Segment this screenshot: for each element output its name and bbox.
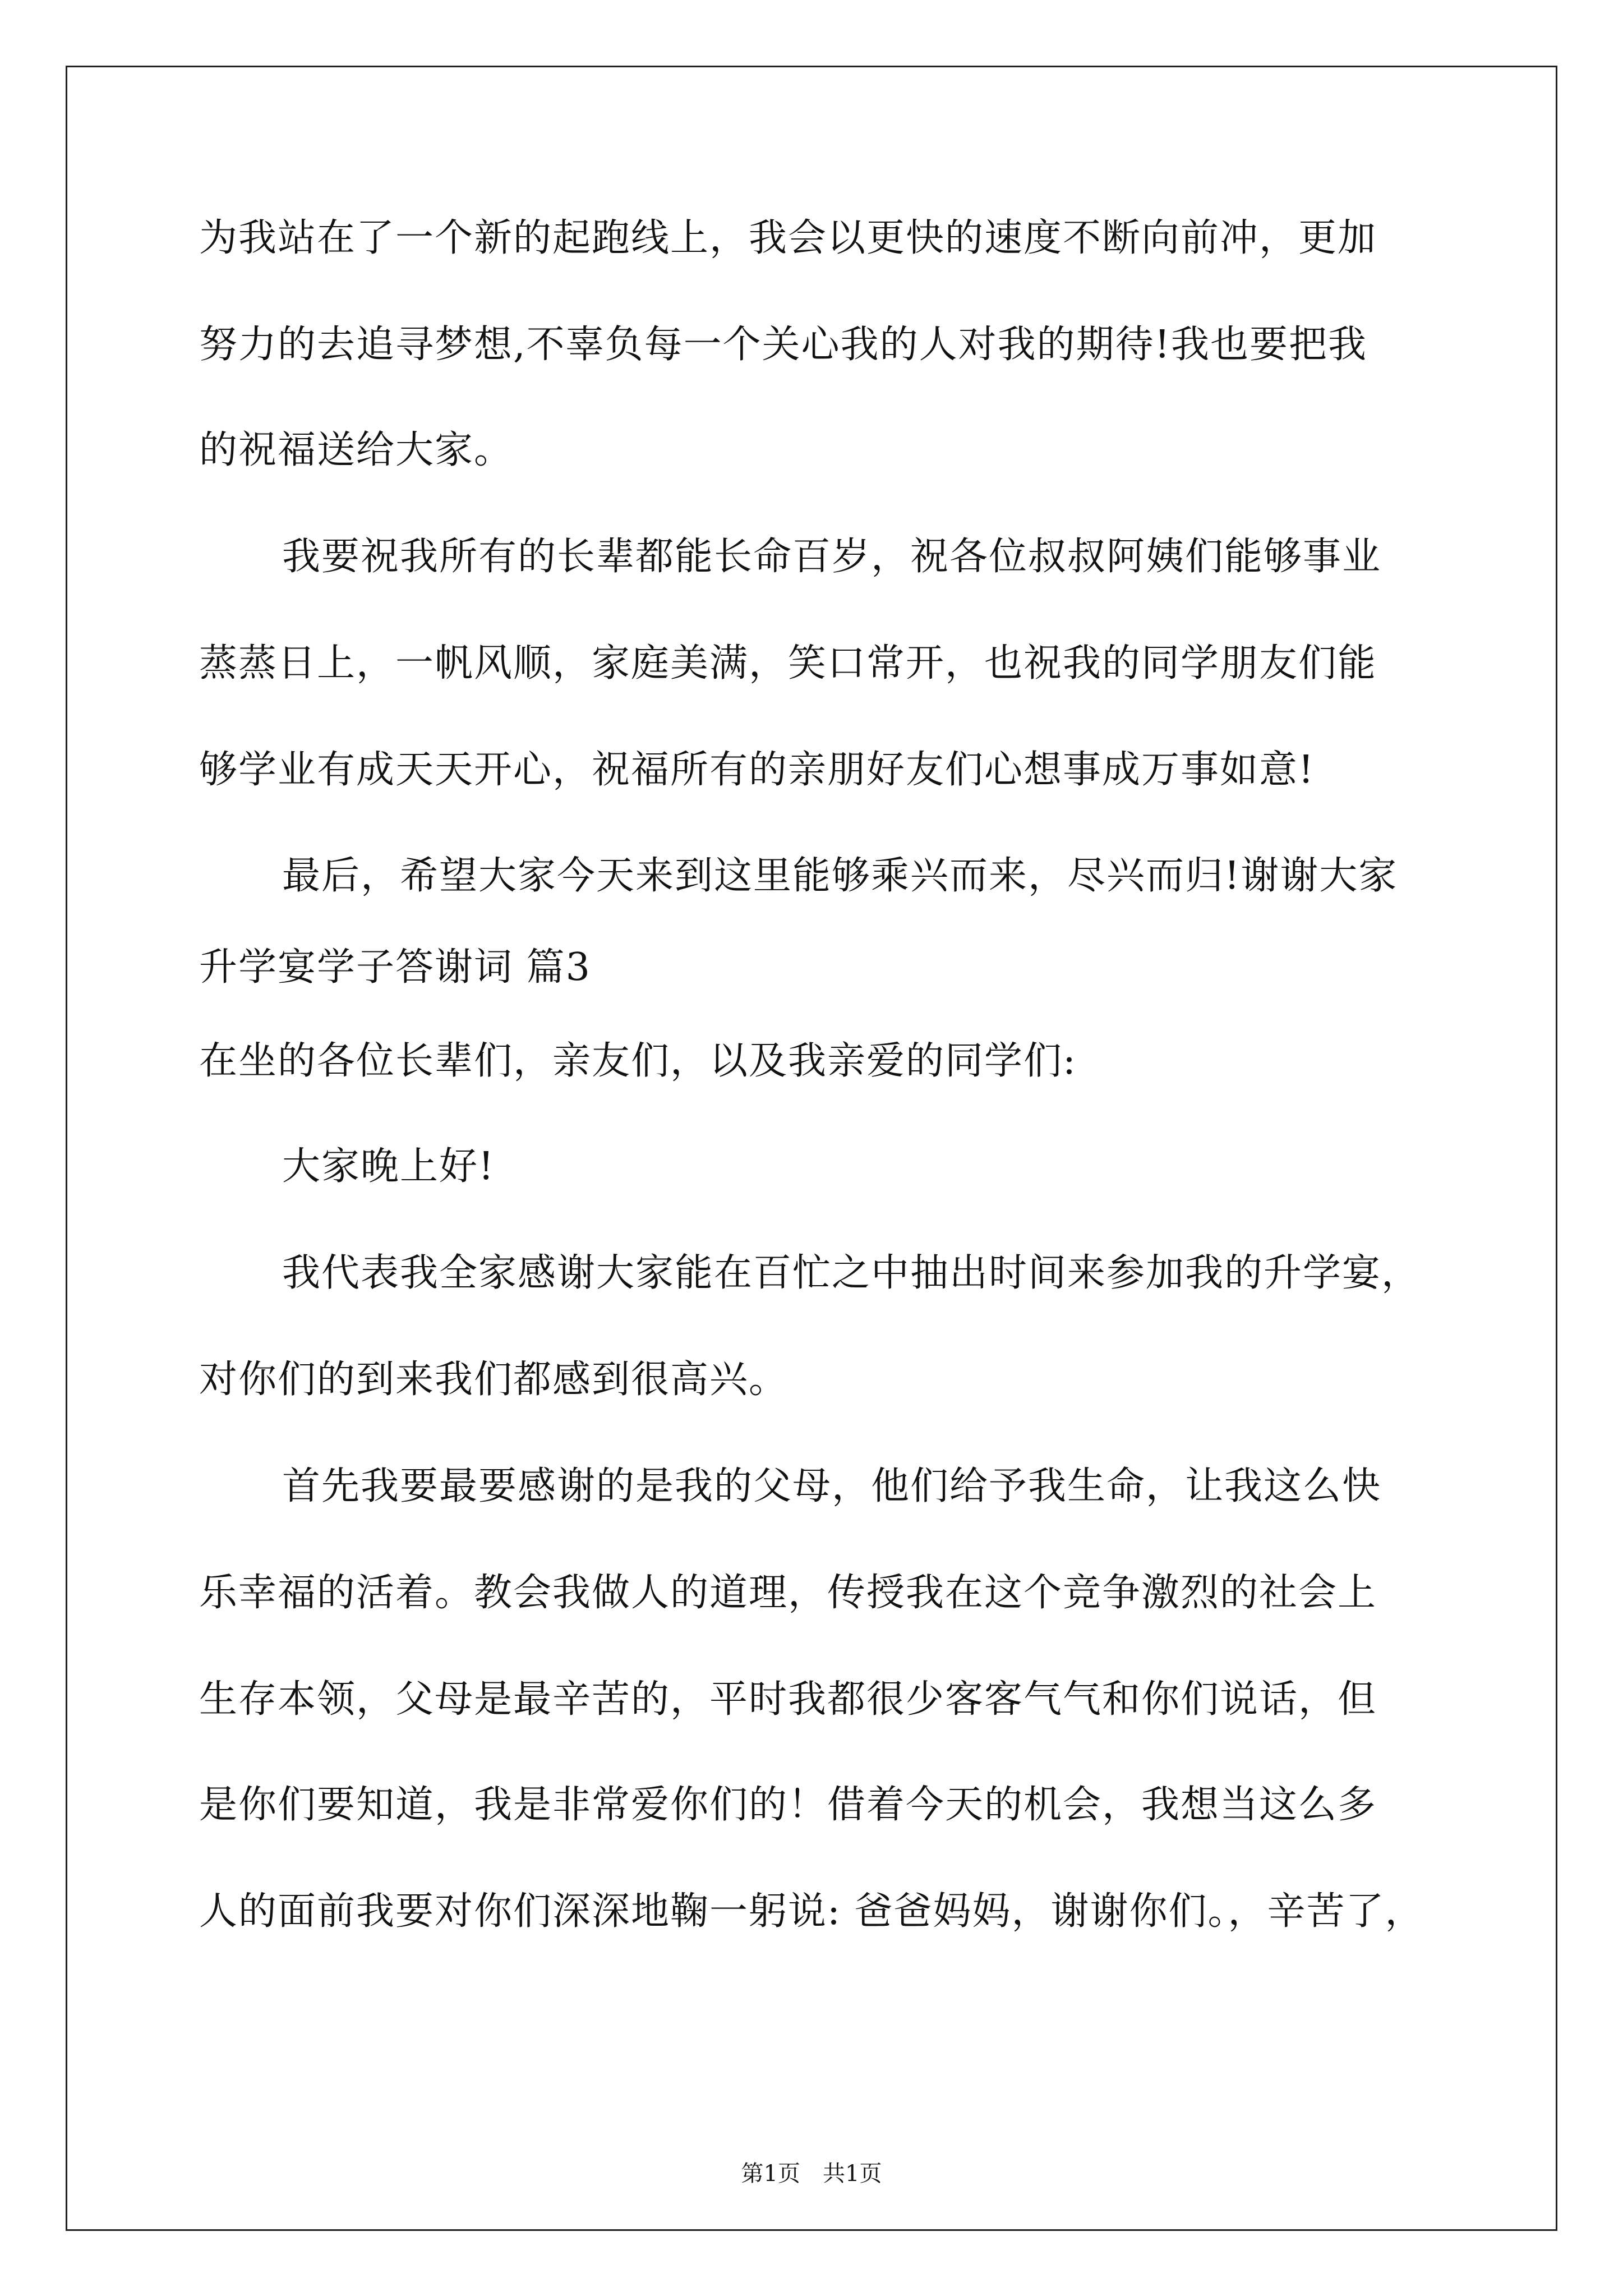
text-line: 乐幸福的活着。教会我做人的道理，传授我在这个竞争激烈的社会上 <box>199 1571 1377 1615</box>
text-line: 对你们的到来我们都感到很高兴。 <box>199 1358 789 1402</box>
text-line: 蒸蒸日上，一帆风顺，家庭美满，笑口常开，也祝我的同学朋友们能 <box>199 641 1377 685</box>
text-line: 最后，希望大家今天来到这里能够乘兴而来，尽兴而归!谢谢大家 <box>282 854 1398 898</box>
text-line: 够学业有成天天开心，祝福所有的亲朋好友们心想事成万事如意! <box>199 748 1315 792</box>
text-line: 为我站在了一个新的起跑线上，我会以更快的速度不断向前冲，更加 <box>199 216 1377 260</box>
text-line: 的祝福送给大家。 <box>199 428 514 472</box>
text-line: 努力的去追寻梦想,不辜负每一个关心我的人对我的期待!我也要把我 <box>199 323 1367 367</box>
text-line: 生存本领，父母是最辛苦的，平时我都很少客客气气和你们说话，但 <box>199 1677 1377 1722</box>
text-line: 是你们要知道，我是非常爱你们的！借着今天的机会，我想当这么多 <box>199 1783 1377 1827</box>
text-line: 在坐的各位长辈们，亲友们，以及我亲爱的同学们: <box>199 1039 1077 1083</box>
text-line: 我代表我全家感谢大家能在百忙之中抽出时间来参加我的升学宴， <box>282 1251 1421 1295</box>
text-line: 人的面前我要对你们深深地鞠一躬说: 爸爸妈妈，谢谢你们。，辛苦了， <box>199 1889 1424 1934</box>
text-line: 首先我要最要感谢的是我的父母，他们给予我生命，让我这么快 <box>282 1464 1382 1508</box>
text-line: 我要祝我所有的长辈都能长命百岁，祝各位叔叔阿姨们能够事业 <box>282 535 1382 579</box>
section-heading: 升学宴学子答谢词 篇3 <box>199 945 591 990</box>
text-line: 大家晚上好! <box>282 1144 495 1189</box>
page-footer: 第1页 共1页 <box>741 2161 882 2187</box>
